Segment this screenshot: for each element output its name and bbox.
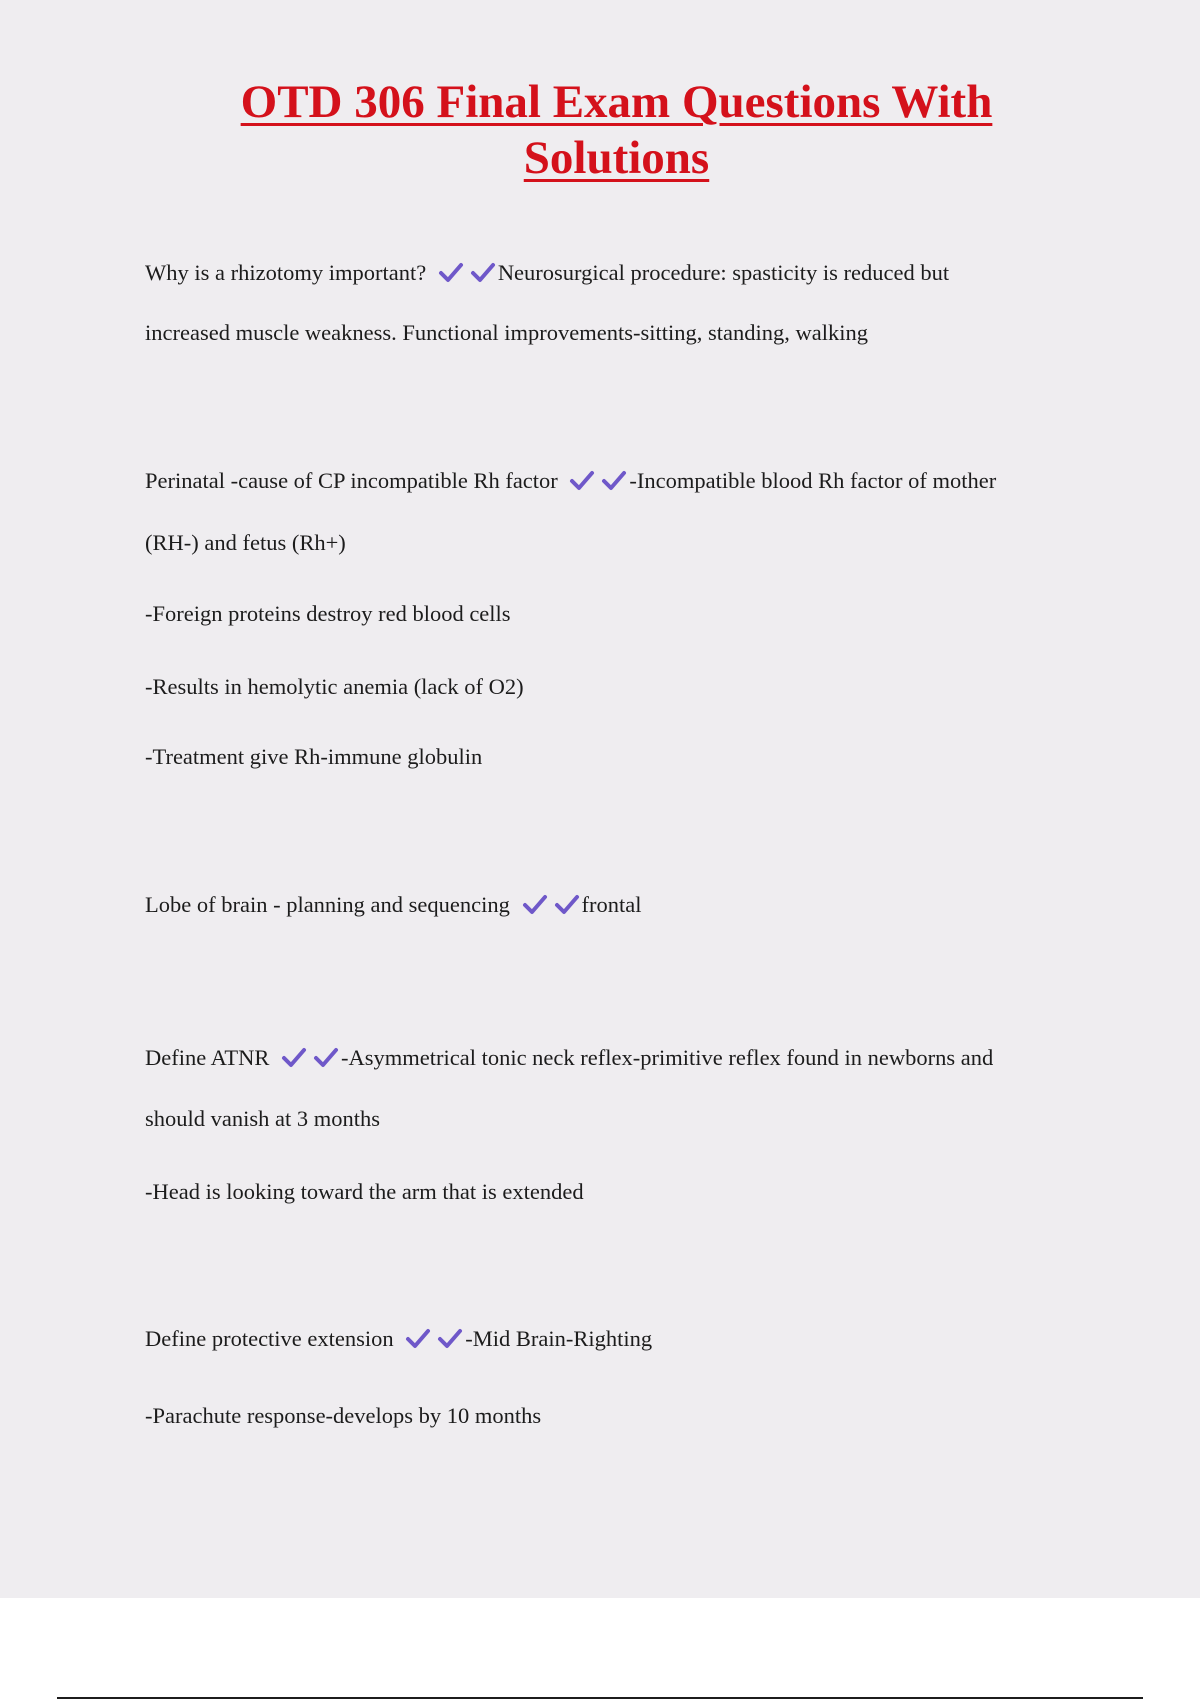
qa-4-line-3: -Head is looking toward the arm that is extended (145, 1179, 584, 1204)
check-icon (438, 260, 464, 284)
title-line-1: OTD 306 Final Exam Questions With (240, 76, 993, 128)
check-icon (522, 892, 548, 916)
qa-5-line-1 (145, 1325, 652, 1353)
qa-3-line-1 (145, 891, 642, 919)
answer-text: Neurosurgical procedure: spasticity is reduced but (497, 260, 950, 285)
check-icon (281, 1045, 307, 1069)
answer-text: -Mid Brain-Righting (465, 1326, 653, 1351)
answer-text: -Asymmetrical tonic neck reflex-primitive reflex found in newborns and (340, 1045, 994, 1070)
check-icon (313, 1045, 339, 1069)
qa-2-line-4: -Results in hemolytic anemia (lack of O2) (145, 674, 524, 699)
question-text: Perinatal -cause of CP incompatible Rh factor (145, 468, 558, 493)
check-icon (554, 892, 580, 916)
answer-text: frontal (581, 892, 642, 917)
question-text: Define protective extension (145, 1326, 394, 1351)
document-title (0, 74, 1200, 186)
question-text: Why is a rhizotomy important? (145, 260, 427, 285)
answer-text: -Incompatible blood Rh factor of mother (629, 468, 997, 493)
footer-divider (57, 1697, 1143, 1699)
check-icon (437, 1326, 463, 1350)
question-text: Lobe of brain - planning and sequencing (145, 892, 510, 917)
qa-4-line-2: should vanish at 3 months (145, 1106, 380, 1131)
check-icon (405, 1326, 431, 1350)
qa-2-line-3: -Foreign proteins destroy red blood cells (145, 601, 511, 626)
check-icon (569, 468, 595, 492)
check-icon (470, 260, 496, 284)
title-line-2: Solutions (523, 132, 710, 184)
question-text: Define ATNR (145, 1045, 270, 1070)
qa-4-line-1 (145, 1044, 993, 1072)
qa-2-line-2: (RH-) and fetus (Rh+) (145, 530, 346, 555)
qa-1-line-2: increased muscle weakness. Functional improvements-sitting, standing, walking (145, 320, 868, 345)
check-icon (601, 468, 627, 492)
qa-1-line-1 (145, 259, 949, 287)
qa-5-line-2: -Parachute response-develops by 10 months (145, 1403, 542, 1428)
qa-2-line-5: -Treatment give Rh-immune globulin (145, 744, 483, 769)
qa-2-line-1 (145, 467, 996, 495)
